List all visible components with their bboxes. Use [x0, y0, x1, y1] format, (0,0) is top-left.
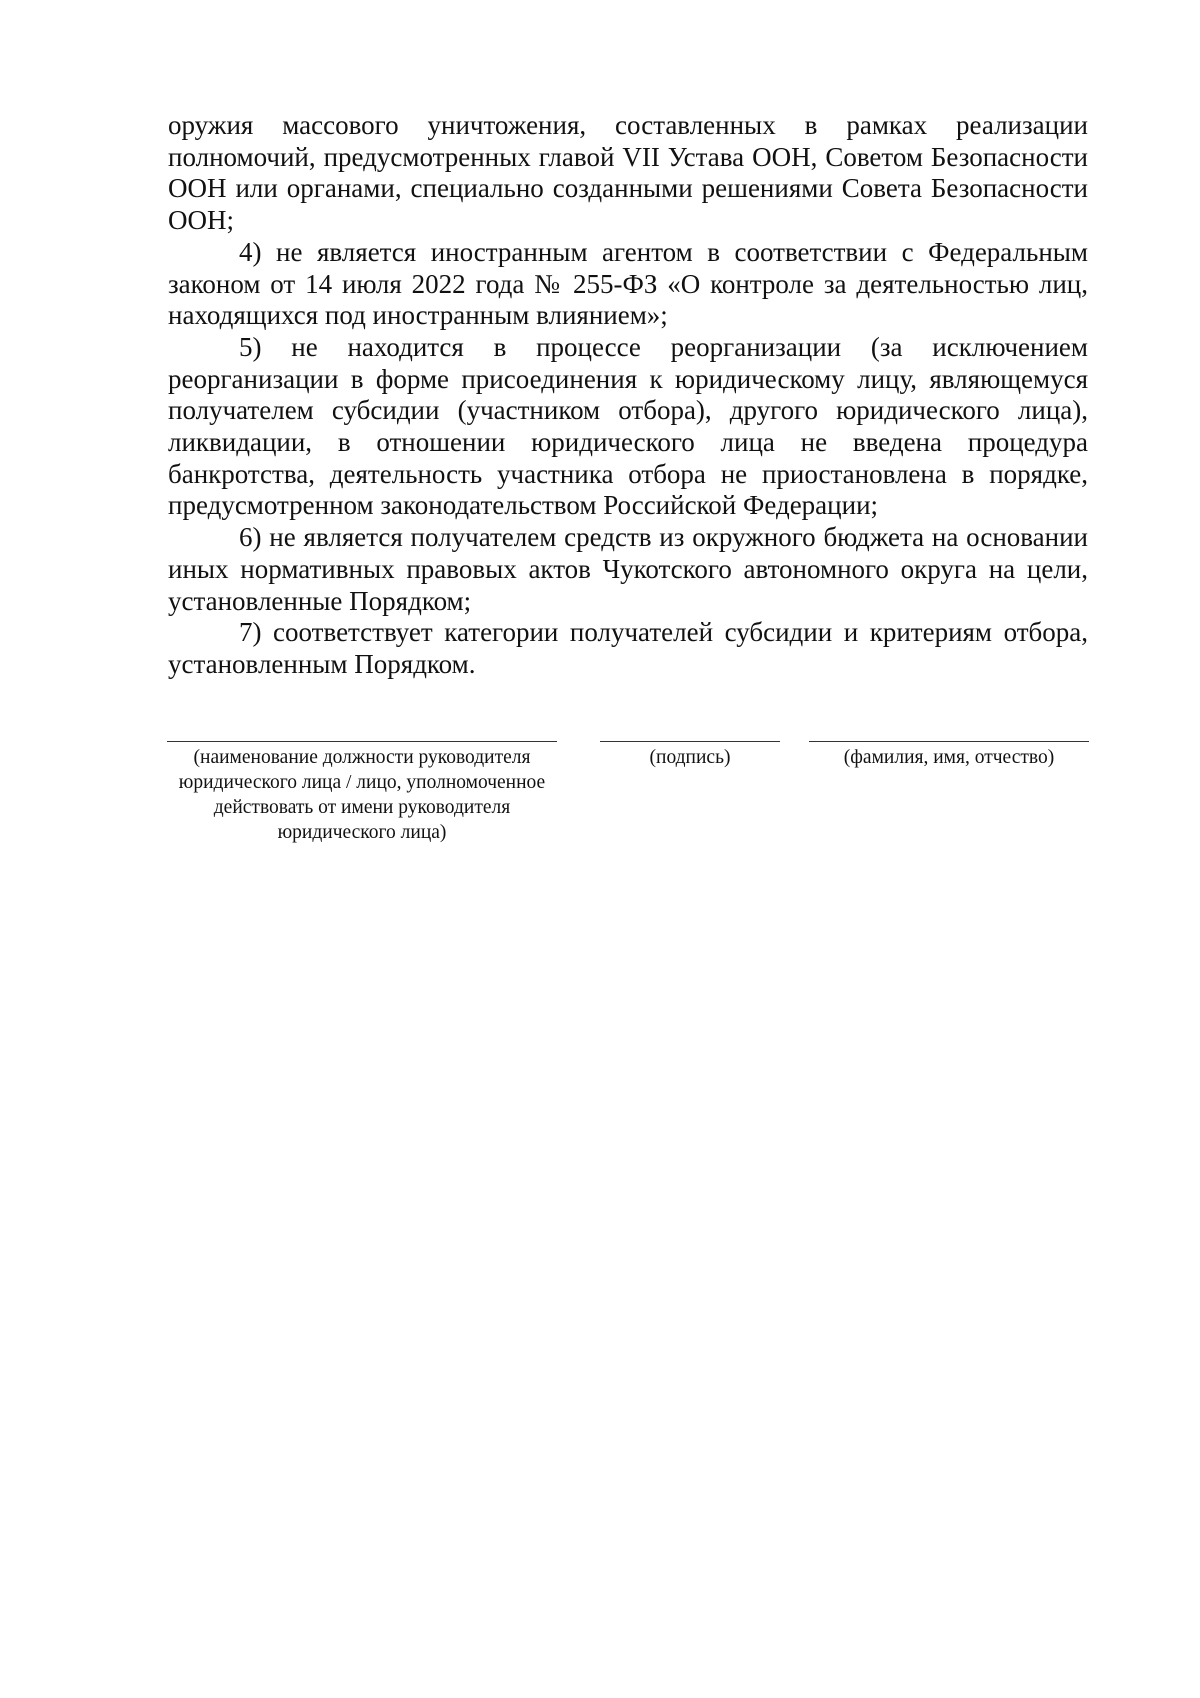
signature-name-line — [809, 741, 1089, 742]
signature-caption: (подпись) — [649, 747, 731, 768]
paragraph-continuation: оружия массового уничтожения, составленных в рамках реализации полномочий, предусмотренных главой VII Устава ООН, Советом Безопасности ООН или органами, специально созданными решениями Совета Безопасности ООН; — [168, 110, 1088, 236]
paragraph-item-4: 4) не является иностранным агентом в соответствии с Федеральным законом от 14 июля 2022 года № 255-ФЗ «О контроле за деятельностью лиц, находящихся под иностранным влиянием»; — [168, 236, 1088, 331]
paragraph-item-7: 7) соответствует категории получателей субсидии и критериям отбора, установленным Порядком. — [168, 617, 1088, 679]
signature-position-field — [167, 741, 557, 845]
signature-position-caption: (наименование должности руководителя юридического лица / лицо, уполномоченное действовать от имени руководителя юридического лица) — [178, 747, 546, 843]
document-body — [168, 110, 1088, 681]
signature-position-line — [167, 741, 557, 742]
signature-line — [600, 741, 780, 742]
signature-name-caption: (фамилия, имя, отчество) — [843, 747, 1055, 768]
paragraph-item-6: 6) не является получателем средств из окружного бюджета на основании иных нормативных правовых актов Чукотского автономного округа на цели, установленные Порядком; — [168, 522, 1088, 616]
paragraph-item-5: 5) не находится в процессе реорганизации (за исключением реорганизации в форме присоединения к юридическому лицу, являющемуся получателем субсидии (участником отбора), другого юридического лица), ликвидации, в отношении юридического лица не введена процедура банкротства, деятельность участника отбора не приостановлена в порядке, предусмотренном законодательством Российской Федерации; — [168, 331, 1088, 521]
signature-name-field — [809, 741, 1089, 770]
signature-field — [600, 741, 780, 770]
